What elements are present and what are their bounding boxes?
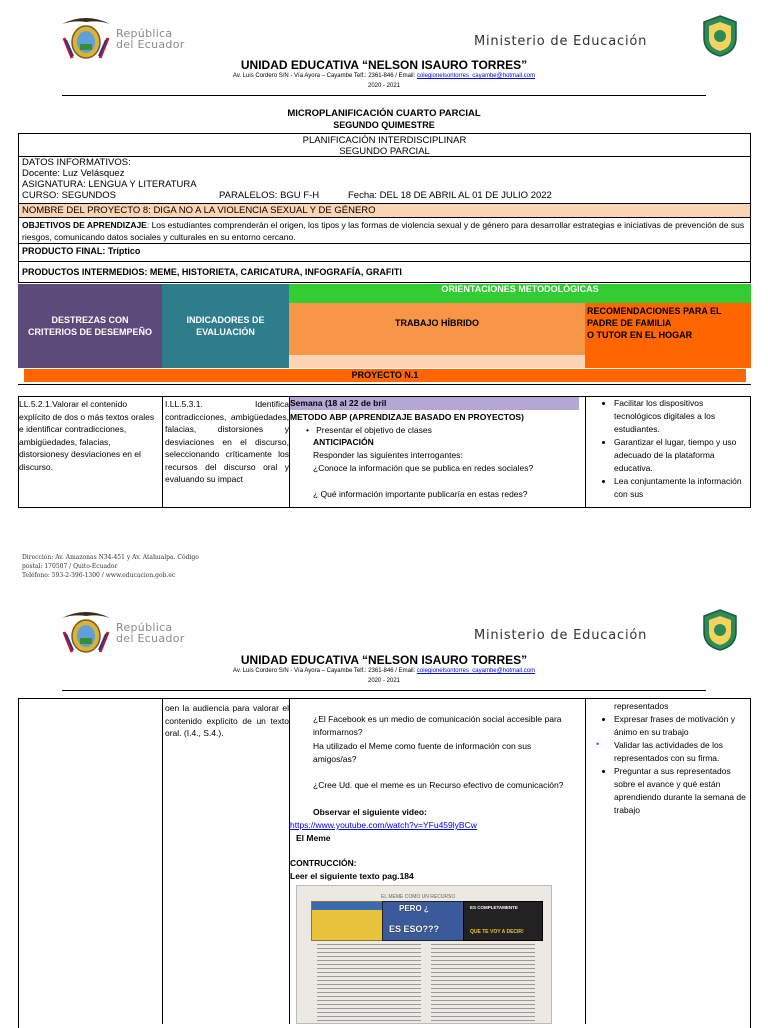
recom-header-line2: O TUTOR EN EL HOGAR bbox=[587, 330, 693, 340]
asignatura: ASIGNATURA: LENGUA Y LITERATURA bbox=[22, 179, 197, 190]
objetivos-label: OBJETIVOS DE APRENDIZAJE bbox=[22, 220, 147, 230]
datos-informativos bbox=[18, 156, 751, 204]
meme-caption-3: ES COMPLETAMENTE bbox=[470, 905, 518, 910]
ministerio-label-p2: Ministerio de Educación bbox=[474, 628, 648, 643]
datos-label: DATOS INFORMATIVOS: bbox=[22, 157, 131, 168]
red-bullet-icon: • bbox=[596, 739, 600, 749]
meme-text-image bbox=[296, 885, 552, 1024]
recom-list-p1 bbox=[588, 397, 750, 501]
school-year: 2020 - 2021 bbox=[367, 83, 401, 89]
content-divider-1 bbox=[162, 396, 163, 508]
destrezas-header-label: DESTREZAS CON CRITERIOS DE DESEMPEÑO bbox=[27, 315, 153, 337]
sub-title-2: SEGUNDO PARCIAL bbox=[339, 146, 430, 157]
presentar-item bbox=[306, 424, 432, 436]
ecuador-coat-of-arms-icon bbox=[58, 608, 114, 658]
footer-line2: postal: 170507 / Quito-Ecuador bbox=[22, 563, 118, 570]
metodo-abp: METODO ABP (APRENDIZAJE BASADO EN PROYECTOS) bbox=[290, 412, 524, 422]
school-email-link-p2[interactable]: colegionelsontorres_cayambe@hotmail.com bbox=[416, 668, 536, 674]
recom-item-2: • Garantizar el lugar, tiempo y uso adecuado de la plataforma educativa. bbox=[614, 436, 750, 475]
presentar-label: Presentar el objetivo de clases bbox=[316, 425, 432, 435]
header-rule-p2 bbox=[62, 690, 706, 691]
page-footer bbox=[22, 553, 199, 580]
docente: Docente: Luz Velásquez bbox=[22, 168, 125, 179]
republica-logo-p2 bbox=[58, 608, 208, 658]
productos-intermedios: PRODUCTOS INTERMEDIOS: MEME, HISTORIETA, CARICATURA, INFOGRAFÍA, GRAFITI bbox=[18, 261, 751, 283]
orientaciones-header-label: ORIENTACIONES METODOLÓGICAS bbox=[441, 284, 599, 294]
meme-image-title: EL MEME COMO UN RECURSO bbox=[381, 894, 456, 900]
semana-bar bbox=[290, 397, 579, 410]
plan-title-1: MICROPLANIFICACIÓN CUARTO PARCIAL bbox=[287, 108, 481, 119]
republica-line2: del Ecuador bbox=[116, 38, 185, 51]
republica-line2-p2: del Ecuador bbox=[116, 632, 185, 645]
pregunta-4: Ha utilizado el Meme como fuente de información con sus amigos/as? bbox=[313, 741, 532, 764]
trabajo-hibrido-strip bbox=[289, 355, 585, 368]
p2-divider-1 bbox=[162, 698, 163, 1024]
pregunta-1: ¿Conoce la información que se publica en redes sociales? bbox=[313, 463, 534, 473]
meme-panel-2 bbox=[382, 901, 464, 941]
address-text: Av. Luis Cordero S/N - Vía Ayora – Cayambe Telf.: 2361-846 / Email: bbox=[232, 73, 416, 79]
interdisciplinary-box bbox=[18, 133, 751, 157]
indicadores-header-label: INDICADORES DE EVALUACIÓN bbox=[186, 315, 265, 337]
pregunta-2: ¿ Qué información importante publicaría en estas redes? bbox=[313, 489, 528, 499]
republica-logo bbox=[58, 14, 208, 64]
responder: Responder las siguientes interrogantes: bbox=[313, 450, 463, 460]
pregunta-5: ¿Cree Ud. que el meme es un Recurso efectivo de comunicación? bbox=[313, 780, 564, 790]
school-year-p2: 2020 - 2021 bbox=[367, 678, 401, 684]
proyecto-n-label: PROYECTO N.1 bbox=[351, 370, 419, 380]
objetivos-text: : Los estudiantes comprenderán el origen, los tipos y las formas de violencia sexual y de género para desarrollar estrategias e iniciativas de prevención de sus riesgos, comunicando datos sociales y culturales en su entorno cercano. bbox=[22, 220, 745, 242]
orientaciones-header bbox=[289, 284, 751, 303]
header-rule bbox=[62, 95, 706, 96]
republica-line1: República bbox=[116, 27, 173, 40]
objetivos-aprendizaje bbox=[18, 217, 751, 244]
footer-line3: Teléfono: 593-2-396-1300 / www.educacion.gob.ec bbox=[22, 572, 176, 579]
school-address-p2 bbox=[0, 668, 768, 674]
video-link[interactable]: https://www.youtube.com/watch?v=YFu459lyBCw bbox=[290, 820, 477, 830]
address-text-p2: Av. Luis Cordero S/N - Vía Ayora – Cayambe Telf.: 2361-846 / Email: bbox=[232, 668, 416, 674]
p2-divider-3 bbox=[585, 698, 586, 1024]
school-name: UNIDAD EDUCATIVA “NELSON ISAURO TORRES” bbox=[240, 58, 528, 72]
nombre-proyecto: NOMBRE DEL PROYECTO 8: DIGA NO A LA VIOLENCIA SEXUAL Y DE GÉNERO bbox=[18, 203, 751, 218]
meme-panel-3 bbox=[463, 901, 543, 941]
proyecto-n-bar bbox=[24, 369, 746, 382]
observar-video: Observar el siguiente video: bbox=[313, 807, 427, 817]
ministerio-label: Ministerio de Educación bbox=[474, 34, 648, 49]
ecuador-coat-of-arms-icon bbox=[58, 14, 114, 64]
recomendaciones-header bbox=[585, 303, 751, 368]
construccion: CONTRUCCIÓN: bbox=[290, 858, 357, 868]
fecha: Fecha: DEL 18 DE ABRIL AL 01 DE JULIO 2022 bbox=[348, 190, 552, 201]
meme-caption-1: PERO ¿ bbox=[399, 904, 429, 913]
footer-line1: Dirección: Av. Amazonas N34-451 y Av. Atahualpa. Código bbox=[22, 554, 199, 561]
school-email-link[interactable]: colegionelsontorres_cayambe@hotmail.com bbox=[416, 73, 536, 79]
destreza-text: LL.5.2.1.Valorar el contenido explícito de dos o más textos orales e identificar contradicciones, ambigüedades, falacias, distorsionesy desviaciones en el discurso. bbox=[19, 399, 155, 472]
producto-final: PRODUCTO FINAL: Tríptico bbox=[18, 243, 751, 262]
meme-caption-4: QUE TE VOY A DECIR! bbox=[470, 929, 524, 935]
anticipacion: ANTICIPACIÓN bbox=[313, 437, 374, 447]
pregunta-3: ¿El Facebook es un medio de comunicación social accesible para informarnos? bbox=[313, 714, 562, 737]
ministry-seal-icon bbox=[700, 14, 740, 58]
school-name-p2: UNIDAD EDUCATIVA “NELSON ISAURO TORRES” bbox=[240, 653, 528, 667]
recom-continuation: representados bbox=[614, 701, 669, 711]
destrezas-header bbox=[18, 284, 162, 368]
curso: CURSO: SEGUNDOS bbox=[22, 190, 116, 201]
indicador-text: I.LL.5.3.1. Identifica contradicciones, ambigüedades, falacias, distorsiones y desviaciones en el discurso, seleccionando críticamente los recursos del discurso oral y evaluando su impact bbox=[165, 399, 289, 484]
indicador-continuation: oen la audiencia para valorar el contenido explícito de un texto oral. (I.4., S.4.). bbox=[165, 703, 289, 738]
school-address bbox=[0, 73, 768, 79]
el-meme: El Meme bbox=[296, 833, 331, 843]
recom-header-line1: RECOMENDACIONES PARA EL PADRE DE FAMILIA bbox=[587, 306, 722, 328]
meme-text-column-left bbox=[317, 944, 421, 1024]
leer-texto: Leer el siguiente texto pag.184 bbox=[290, 871, 414, 881]
proyecto-bottom-rule bbox=[18, 384, 751, 385]
recom-item-1: • Facilitar los dispositivos tecnológicos digitales a los estudiantes. bbox=[614, 397, 750, 436]
recom-p2-item-1: • Expresar frases de motivación y ánimo en su trabajo bbox=[614, 713, 750, 739]
trabajo-hibrido-label: TRABAJO HÍBRIDO bbox=[394, 318, 479, 328]
republica-line1-p2: República bbox=[116, 621, 173, 634]
semana-label: Semana (18 al 22 de bril bbox=[290, 398, 387, 408]
recom-list-p2 bbox=[588, 713, 750, 817]
meme-text-column-right bbox=[431, 944, 535, 1024]
content-divider-3 bbox=[585, 396, 586, 508]
plan-title-2: SEGUNDO QUIMESTRE bbox=[333, 120, 435, 130]
sub-title-1: PLANIFICACIÓN INTERDISCIPLINAR bbox=[302, 135, 467, 146]
paralelos: PARALELOS: BGU F-H bbox=[219, 190, 320, 201]
meme-caption-2: ES ESO??? bbox=[389, 924, 440, 934]
indicadores-header bbox=[162, 284, 289, 368]
ministry-seal-icon bbox=[700, 608, 740, 652]
meme-panel-1 bbox=[311, 901, 383, 941]
bullet-icon: • bbox=[306, 425, 317, 435]
recom-item-3: • Lea conjuntamente la información con sus bbox=[614, 475, 750, 501]
recom-p2-item-3: • Preguntar a sus representados sobre el avance y qué están aprendiendo durante la semana de trabajo bbox=[614, 765, 750, 817]
recom-p2-item-2: Validar las actividades de los representados con su firma. bbox=[614, 740, 723, 763]
